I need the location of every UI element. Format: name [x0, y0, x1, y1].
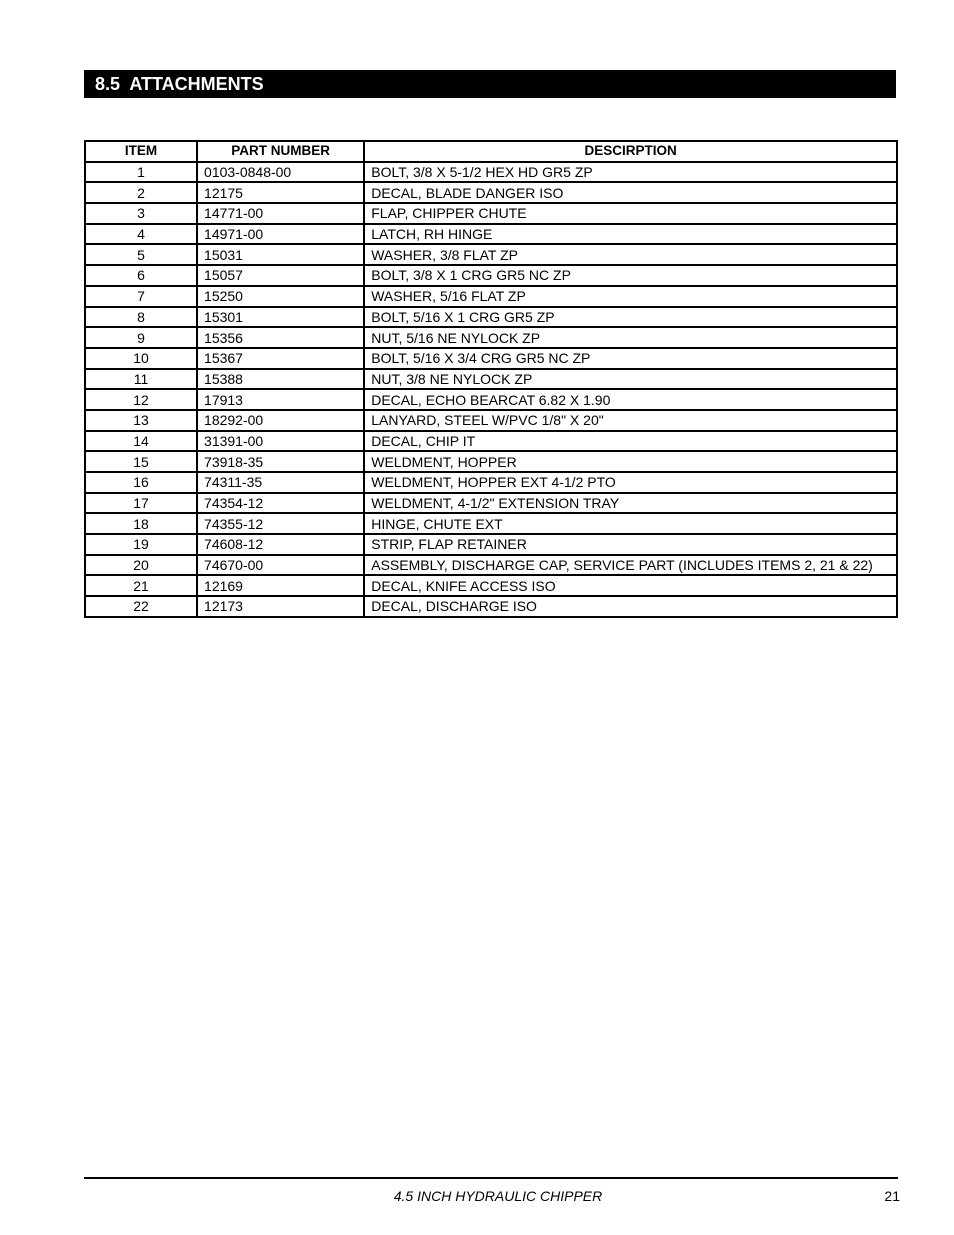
cell-item: 20 [85, 555, 197, 576]
cell-part-number: 15367 [197, 348, 364, 369]
table-row [85, 265, 897, 286]
cell-part-number: 15301 [197, 307, 364, 328]
cell-item: 5 [85, 244, 197, 265]
cell-item: 22 [85, 596, 197, 617]
cell-part-number: 31391-00 [197, 431, 364, 452]
cell-item: 21 [85, 575, 197, 596]
cell-description: WASHER, 3/8 FLAT ZP [364, 244, 897, 265]
cell-item: 8 [85, 307, 197, 328]
table-row [85, 555, 897, 576]
cell-description: BOLT, 5/16 X 3/4 CRG GR5 NC ZP [364, 348, 897, 369]
table-row [85, 451, 897, 472]
cell-item: 12 [85, 389, 197, 410]
cell-description: DECAL, DISCHARGE ISO [364, 596, 897, 617]
table-row [85, 182, 897, 203]
table-row [85, 575, 897, 596]
table-row [85, 286, 897, 307]
cell-part-number: 74354-12 [197, 493, 364, 514]
cell-item: 4 [85, 224, 197, 245]
cell-item: 10 [85, 348, 197, 369]
cell-part-number: 0103-0848-00 [197, 162, 364, 183]
table-row [85, 410, 897, 431]
cell-item: 11 [85, 369, 197, 390]
section-title: 8.5 ATTACHMENTS [84, 70, 896, 98]
table-row [85, 389, 897, 410]
table-row [85, 307, 897, 328]
cell-part-number: 15250 [197, 286, 364, 307]
footer-title: 4.5 INCH HYDRAULIC CHIPPER [393, 1188, 603, 1204]
cell-item: 1 [85, 162, 197, 183]
cell-description: LANYARD, STEEL W/PVC 1/8" X 20" [364, 410, 897, 431]
table-row [85, 513, 897, 534]
cell-item: 17 [85, 493, 197, 514]
cell-description: NUT, 5/16 NE NYLOCK ZP [364, 327, 897, 348]
cell-item: 6 [85, 265, 197, 286]
table-row [85, 493, 897, 514]
cell-part-number: 17913 [197, 389, 364, 410]
cell-description: DECAL, CHIP IT [364, 431, 897, 452]
cell-description: NUT, 3/8 NE NYLOCK ZP [364, 369, 897, 390]
cell-part-number: 18292-00 [197, 410, 364, 431]
cell-part-number: 74670-00 [197, 555, 364, 576]
cell-description: BOLT, 3/8 X 5-1/2 HEX HD GR5 ZP [364, 162, 897, 183]
cell-description: WELDMENT, HOPPER [364, 451, 897, 472]
cell-description: WELDMENT, 4-1/2" EXTENSION TRAY [364, 493, 897, 514]
table-row [85, 327, 897, 348]
parts-table-body [85, 162, 897, 617]
cell-part-number: 15356 [197, 327, 364, 348]
parts-table [84, 140, 898, 618]
page-number: 21 [884, 1188, 900, 1204]
cell-item: 2 [85, 182, 197, 203]
cell-description: ASSEMBLY, DISCHARGE CAP, SERVICE PART (INCLUDES ITEMS 2, 21 & 22) [364, 555, 897, 576]
cell-item: 14 [85, 431, 197, 452]
cell-part-number: 14771-00 [197, 203, 364, 224]
cell-part-number: 15388 [197, 369, 364, 390]
cell-description: WELDMENT, HOPPER EXT 4-1/2 PTO [364, 472, 897, 493]
cell-description: HINGE, CHUTE EXT [364, 513, 897, 534]
cell-part-number: 73918-35 [197, 451, 364, 472]
cell-item: 15 [85, 451, 197, 472]
table-row [85, 431, 897, 452]
cell-description: DECAL, BLADE DANGER ISO [364, 182, 897, 203]
cell-item: 19 [85, 534, 197, 555]
cell-part-number: 74355-12 [197, 513, 364, 534]
cell-description: STRIP, FLAP RETAINER [364, 534, 897, 555]
cell-part-number: 15031 [197, 244, 364, 265]
cell-description: BOLT, 5/16 X 1 CRG GR5 ZP [364, 307, 897, 328]
cell-part-number: 12169 [197, 575, 364, 596]
footer-divider [84, 1177, 898, 1179]
table-row [85, 348, 897, 369]
cell-description: FLAP, CHIPPER CHUTE [364, 203, 897, 224]
table-row [85, 162, 897, 183]
header-description: DESCIRPTION [364, 141, 897, 162]
cell-description: WASHER, 5/16 FLAT ZP [364, 286, 897, 307]
cell-description: DECAL, ECHO BEARCAT 6.82 X 1.90 [364, 389, 897, 410]
cell-item: 3 [85, 203, 197, 224]
cell-part-number: 15057 [197, 265, 364, 286]
cell-part-number: 14971-00 [197, 224, 364, 245]
cell-item: 16 [85, 472, 197, 493]
cell-item: 13 [85, 410, 197, 431]
table-row [85, 534, 897, 555]
cell-part-number: 12175 [197, 182, 364, 203]
cell-item: 7 [85, 286, 197, 307]
table-row [85, 244, 897, 265]
cell-part-number: 12173 [197, 596, 364, 617]
table-row [85, 203, 897, 224]
table-header-row [85, 141, 897, 162]
table-row [85, 224, 897, 245]
table-row [85, 369, 897, 390]
cell-part-number: 74608-12 [197, 534, 364, 555]
cell-item: 18 [85, 513, 197, 534]
cell-part-number: 74311-35 [197, 472, 364, 493]
table-row [85, 472, 897, 493]
table-row [85, 596, 897, 617]
cell-item: 9 [85, 327, 197, 348]
cell-description: BOLT, 3/8 X 1 CRG GR5 NC ZP [364, 265, 897, 286]
header-item: ITEM [85, 141, 197, 162]
cell-description: LATCH, RH HINGE [364, 224, 897, 245]
cell-description: DECAL, KNIFE ACCESS ISO [364, 575, 897, 596]
header-part-number: PART NUMBER [197, 141, 364, 162]
